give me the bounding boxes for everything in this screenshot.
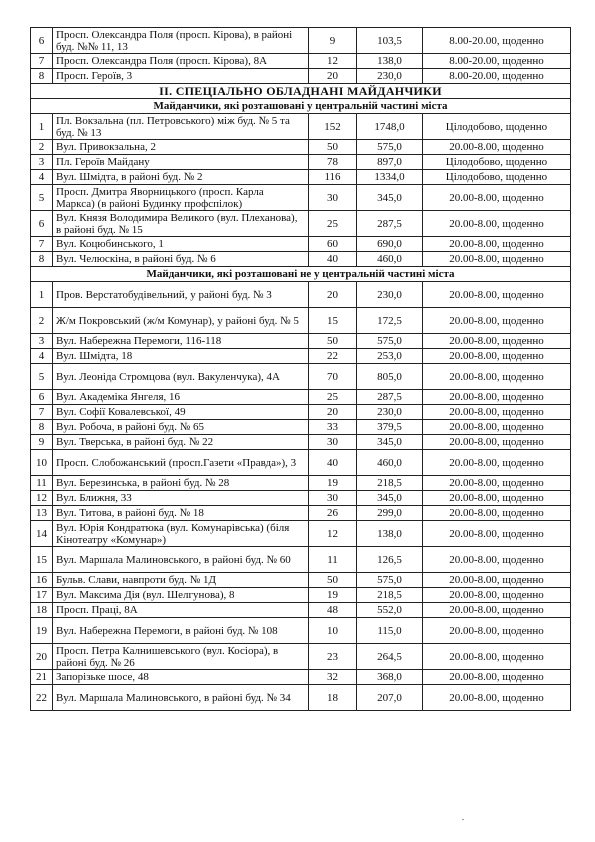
- document-page: [30, 27, 570, 711]
- row-places: 116: [309, 170, 357, 185]
- table-row: [31, 237, 571, 252]
- row-hours: 8.00-20.00, щоденно: [423, 54, 571, 69]
- row-address: Пл. Героїв Майдану: [53, 155, 309, 170]
- row-places: 18: [309, 685, 357, 711]
- row-area: 345,0: [357, 185, 423, 211]
- row-number: 12: [31, 491, 53, 506]
- row-number: 7: [31, 405, 53, 420]
- table-row: [31, 28, 571, 54]
- row-address: Вул. Ближня, 33: [53, 491, 309, 506]
- table-row: [31, 114, 571, 140]
- table-row: [31, 450, 571, 476]
- row-address: Вул. Юрія Кондратюка (вул. Комунарівська) (біля Кінотеатру «Комунар»): [53, 521, 309, 547]
- row-places: 19: [309, 588, 357, 603]
- row-places: 10: [309, 618, 357, 644]
- row-area: 230,0: [357, 69, 423, 84]
- row-address: Вул. Князя Володимира Великого (вул. Плеханова), в районі буд. № 15: [53, 211, 309, 237]
- row-area: 575,0: [357, 573, 423, 588]
- row-hours: 20.00-8.00, щоденно: [423, 185, 571, 211]
- row-area: 897,0: [357, 155, 423, 170]
- row-area: 690,0: [357, 237, 423, 252]
- table-row: [31, 588, 571, 603]
- row-area: 1334,0: [357, 170, 423, 185]
- row-address: Вул. Шмідта, в районі буд. № 2: [53, 170, 309, 185]
- row-hours: 20.00-8.00, щоденно: [423, 390, 571, 405]
- row-number: 2: [31, 308, 53, 334]
- row-number: 5: [31, 364, 53, 390]
- row-area: 207,0: [357, 685, 423, 711]
- table-row: [31, 644, 571, 670]
- row-number: 6: [31, 390, 53, 405]
- row-address: Вул. Маршала Малиновського, в районі буд. № 34: [53, 685, 309, 711]
- row-number: 14: [31, 521, 53, 547]
- row-hours: 20.00-8.00, щоденно: [423, 308, 571, 334]
- table-row: [31, 211, 571, 237]
- table-row: [31, 364, 571, 390]
- row-number: 7: [31, 54, 53, 69]
- table-row: [31, 349, 571, 364]
- row-area: 253,0: [357, 349, 423, 364]
- table-row: [31, 69, 571, 84]
- row-number: 4: [31, 349, 53, 364]
- row-number: 10: [31, 450, 53, 476]
- row-address: Вул. Академіка Янгеля, 16: [53, 390, 309, 405]
- table-row: [31, 140, 571, 155]
- row-hours: 20.00-8.00, щоденно: [423, 349, 571, 364]
- row-address: Пров. Верстатобудівельний, у районі буд. № 3: [53, 282, 309, 308]
- row-address: Вул. Челюскіна, в районі буд. № 6: [53, 252, 309, 267]
- row-number: 7: [31, 237, 53, 252]
- row-number: 22: [31, 685, 53, 711]
- table-row: [31, 618, 571, 644]
- table-row: [31, 54, 571, 69]
- row-hours: 20.00-8.00, щоденно: [423, 476, 571, 491]
- row-hours: 20.00-8.00, щоденно: [423, 282, 571, 308]
- row-places: 20: [309, 405, 357, 420]
- row-number: 1: [31, 114, 53, 140]
- row-address: Вул. Титова, в районі буд. № 18: [53, 506, 309, 521]
- row-area: 575,0: [357, 334, 423, 349]
- row-places: 40: [309, 252, 357, 267]
- row-places: 25: [309, 390, 357, 405]
- row-places: 50: [309, 334, 357, 349]
- table-row: [31, 506, 571, 521]
- row-hours: 20.00-8.00, щоденно: [423, 140, 571, 155]
- row-area: 1748,0: [357, 114, 423, 140]
- row-places: 40: [309, 450, 357, 476]
- row-area: 126,5: [357, 547, 423, 573]
- row-hours: Цілодобово, щоденно: [423, 155, 571, 170]
- row-hours: 8.00-20.00, щоденно: [423, 69, 571, 84]
- row-address: Вул. Привокзальна, 2: [53, 140, 309, 155]
- row-area: 218,5: [357, 476, 423, 491]
- table-row: [31, 685, 571, 711]
- row-address: Просп. Праці, 8А: [53, 603, 309, 618]
- row-address: Вул. Набережна Перемоги, 116-118: [53, 334, 309, 349]
- table-row: [31, 491, 571, 506]
- row-address: Вул. Набережна Перемоги, в районі буд. № 108: [53, 618, 309, 644]
- row-area: 379,5: [357, 420, 423, 435]
- row-address: Вул. Коцюбинського, 1: [53, 237, 309, 252]
- row-area: 218,5: [357, 588, 423, 603]
- row-number: 16: [31, 573, 53, 588]
- table-row: [31, 185, 571, 211]
- row-places: 48: [309, 603, 357, 618]
- row-area: 368,0: [357, 670, 423, 685]
- row-hours: 20.00-8.00, щоденно: [423, 521, 571, 547]
- row-hours: 20.00-8.00, щоденно: [423, 237, 571, 252]
- row-hours: 20.00-8.00, щоденно: [423, 618, 571, 644]
- top-rows-group: [31, 28, 571, 84]
- row-area: 345,0: [357, 491, 423, 506]
- table-row: [31, 170, 571, 185]
- row-area: 103,5: [357, 28, 423, 54]
- row-hours: 20.00-8.00, щоденно: [423, 450, 571, 476]
- row-number: 17: [31, 588, 53, 603]
- row-places: 23: [309, 644, 357, 670]
- table-row: [31, 282, 571, 308]
- section-title: ІІ. СПЕЦІАЛЬНО ОБЛАДНАНІ МАЙДАНЧИКИ: [31, 84, 571, 99]
- row-places: 20: [309, 282, 357, 308]
- row-address: Просп. Олександра Поля (просп. Кірова), в районі буд. №№ 11, 13: [53, 28, 309, 54]
- row-address: Ж/м Покровський (ж/м Комунар), у районі буд. № 5: [53, 308, 309, 334]
- row-area: 575,0: [357, 140, 423, 155]
- parking-table: [30, 27, 571, 711]
- row-places: 152: [309, 114, 357, 140]
- row-places: 70: [309, 364, 357, 390]
- row-hours: 20.00-8.00, щоденно: [423, 603, 571, 618]
- row-places: 11: [309, 547, 357, 573]
- table-row: [31, 435, 571, 450]
- row-hours: 20.00-8.00, щоденно: [423, 420, 571, 435]
- row-address: Вул. Шмідта, 18: [53, 349, 309, 364]
- row-address: Просп. Дмитра Яворницького (просп. Карла Маркса) (в районі Будинку профспілок): [53, 185, 309, 211]
- row-number: 11: [31, 476, 53, 491]
- table-row: [31, 476, 571, 491]
- row-hours: 8.00-20.00, щоденно: [423, 28, 571, 54]
- row-number: 6: [31, 211, 53, 237]
- row-number: 18: [31, 603, 53, 618]
- row-number: 20: [31, 644, 53, 670]
- row-hours: 20.00-8.00, щоденно: [423, 364, 571, 390]
- row-places: 12: [309, 521, 357, 547]
- row-hours: Цілодобово, щоденно: [423, 114, 571, 140]
- row-area: 264,5: [357, 644, 423, 670]
- row-places: 12: [309, 54, 357, 69]
- table-row: [31, 547, 571, 573]
- row-hours: 20.00-8.00, щоденно: [423, 670, 571, 685]
- row-area: 138,0: [357, 54, 423, 69]
- row-number: 8: [31, 252, 53, 267]
- row-places: 33: [309, 420, 357, 435]
- row-places: 30: [309, 491, 357, 506]
- row-places: 9: [309, 28, 357, 54]
- table-row: [31, 670, 571, 685]
- row-number: 5: [31, 185, 53, 211]
- row-places: 30: [309, 185, 357, 211]
- scan-mark: [462, 819, 464, 820]
- table-row: [31, 521, 571, 547]
- row-area: 460,0: [357, 450, 423, 476]
- row-places: 20: [309, 69, 357, 84]
- row-places: 19: [309, 476, 357, 491]
- row-address: Вул. Максима Дія (вул. Шелгунова), 8: [53, 588, 309, 603]
- subsection-header-group: [31, 267, 571, 282]
- row-area: 345,0: [357, 435, 423, 450]
- row-hours: 20.00-8.00, щоденно: [423, 588, 571, 603]
- row-number: 13: [31, 506, 53, 521]
- row-places: 50: [309, 573, 357, 588]
- row-number: 9: [31, 435, 53, 450]
- row-hours: 20.00-8.00, щоденно: [423, 252, 571, 267]
- row-hours: 20.00-8.00, щоденно: [423, 644, 571, 670]
- section-header-group: [31, 84, 571, 114]
- row-address: Бульв. Слави, навпроти буд. № 1Д: [53, 573, 309, 588]
- row-places: 25: [309, 211, 357, 237]
- row-area: 805,0: [357, 364, 423, 390]
- row-number: 3: [31, 155, 53, 170]
- table-row: [31, 308, 571, 334]
- row-hours: 20.00-8.00, щоденно: [423, 334, 571, 349]
- row-number: 6: [31, 28, 53, 54]
- row-area: 172,5: [357, 308, 423, 334]
- table-row: [31, 155, 571, 170]
- row-places: 50: [309, 140, 357, 155]
- row-hours: 20.00-8.00, щоденно: [423, 435, 571, 450]
- row-hours: 20.00-8.00, щоденно: [423, 685, 571, 711]
- row-hours: 20.00-8.00, щоденно: [423, 405, 571, 420]
- row-area: 460,0: [357, 252, 423, 267]
- row-address: Просп. Слобожанський (просп.Газети «Правда»), 3: [53, 450, 309, 476]
- table-row: [31, 420, 571, 435]
- row-number: 3: [31, 334, 53, 349]
- row-address: Вул. Березинська, в районі буд. № 28: [53, 476, 309, 491]
- table-row: [31, 603, 571, 618]
- row-places: 22: [309, 349, 357, 364]
- table-row: [31, 573, 571, 588]
- row-address: Пл. Вокзальна (пл. Петровського) між буд. № 5 та буд. № 13: [53, 114, 309, 140]
- table-row: [31, 334, 571, 349]
- row-number: 8: [31, 420, 53, 435]
- row-hours: 20.00-8.00, щоденно: [423, 547, 571, 573]
- row-address: Вул. Тверська, в районі буд. № 22: [53, 435, 309, 450]
- row-address: Просп. Петра Калнишевського (вул. Косіора), в районі буд. № 26: [53, 644, 309, 670]
- row-number: 8: [31, 69, 53, 84]
- table-row: [31, 405, 571, 420]
- row-places: 30: [309, 435, 357, 450]
- row-number: 2: [31, 140, 53, 155]
- row-hours: 20.00-8.00, щоденно: [423, 506, 571, 521]
- row-area: 138,0: [357, 521, 423, 547]
- row-address: Просп. Героїв, 3: [53, 69, 309, 84]
- row-address: Вул. Софії Ковалевської, 49: [53, 405, 309, 420]
- row-address: Вул. Маршала Малиновського, в районі буд. № 60: [53, 547, 309, 573]
- row-hours: 20.00-8.00, щоденно: [423, 491, 571, 506]
- row-area: 287,5: [357, 211, 423, 237]
- row-number: 19: [31, 618, 53, 644]
- row-places: 26: [309, 506, 357, 521]
- row-places: 32: [309, 670, 357, 685]
- row-area: 115,0: [357, 618, 423, 644]
- row-number: 15: [31, 547, 53, 573]
- row-places: 60: [309, 237, 357, 252]
- row-number: 1: [31, 282, 53, 308]
- row-address: Вул. Робоча, в районі буд. № 65: [53, 420, 309, 435]
- subsection-noncentral-title: Майданчики, які розташовані не у центральній частині міста: [31, 267, 571, 282]
- row-area: 230,0: [357, 405, 423, 420]
- row-address: Запорізьке шосе, 48: [53, 670, 309, 685]
- row-address: Вул. Леоніда Стромцова (вул. Вакуленчука), 4А: [53, 364, 309, 390]
- row-address: Просп. Олександра Поля (просп. Кірова), 8А: [53, 54, 309, 69]
- row-number: 4: [31, 170, 53, 185]
- row-number: 21: [31, 670, 53, 685]
- row-hours: 20.00-8.00, щоденно: [423, 573, 571, 588]
- row-places: 78: [309, 155, 357, 170]
- row-area: 230,0: [357, 282, 423, 308]
- row-area: 299,0: [357, 506, 423, 521]
- row-places: 15: [309, 308, 357, 334]
- subsection-central-title: Майданчики, які розташовані у центральній частині міста: [31, 99, 571, 114]
- row-area: 552,0: [357, 603, 423, 618]
- row-hours: 20.00-8.00, щоденно: [423, 211, 571, 237]
- table-row: [31, 390, 571, 405]
- table-row: [31, 252, 571, 267]
- row-hours: Цілодобово, щоденно: [423, 170, 571, 185]
- row-area: 287,5: [357, 390, 423, 405]
- noncentral-rows-group: [31, 282, 571, 711]
- central-rows-group: [31, 114, 571, 267]
